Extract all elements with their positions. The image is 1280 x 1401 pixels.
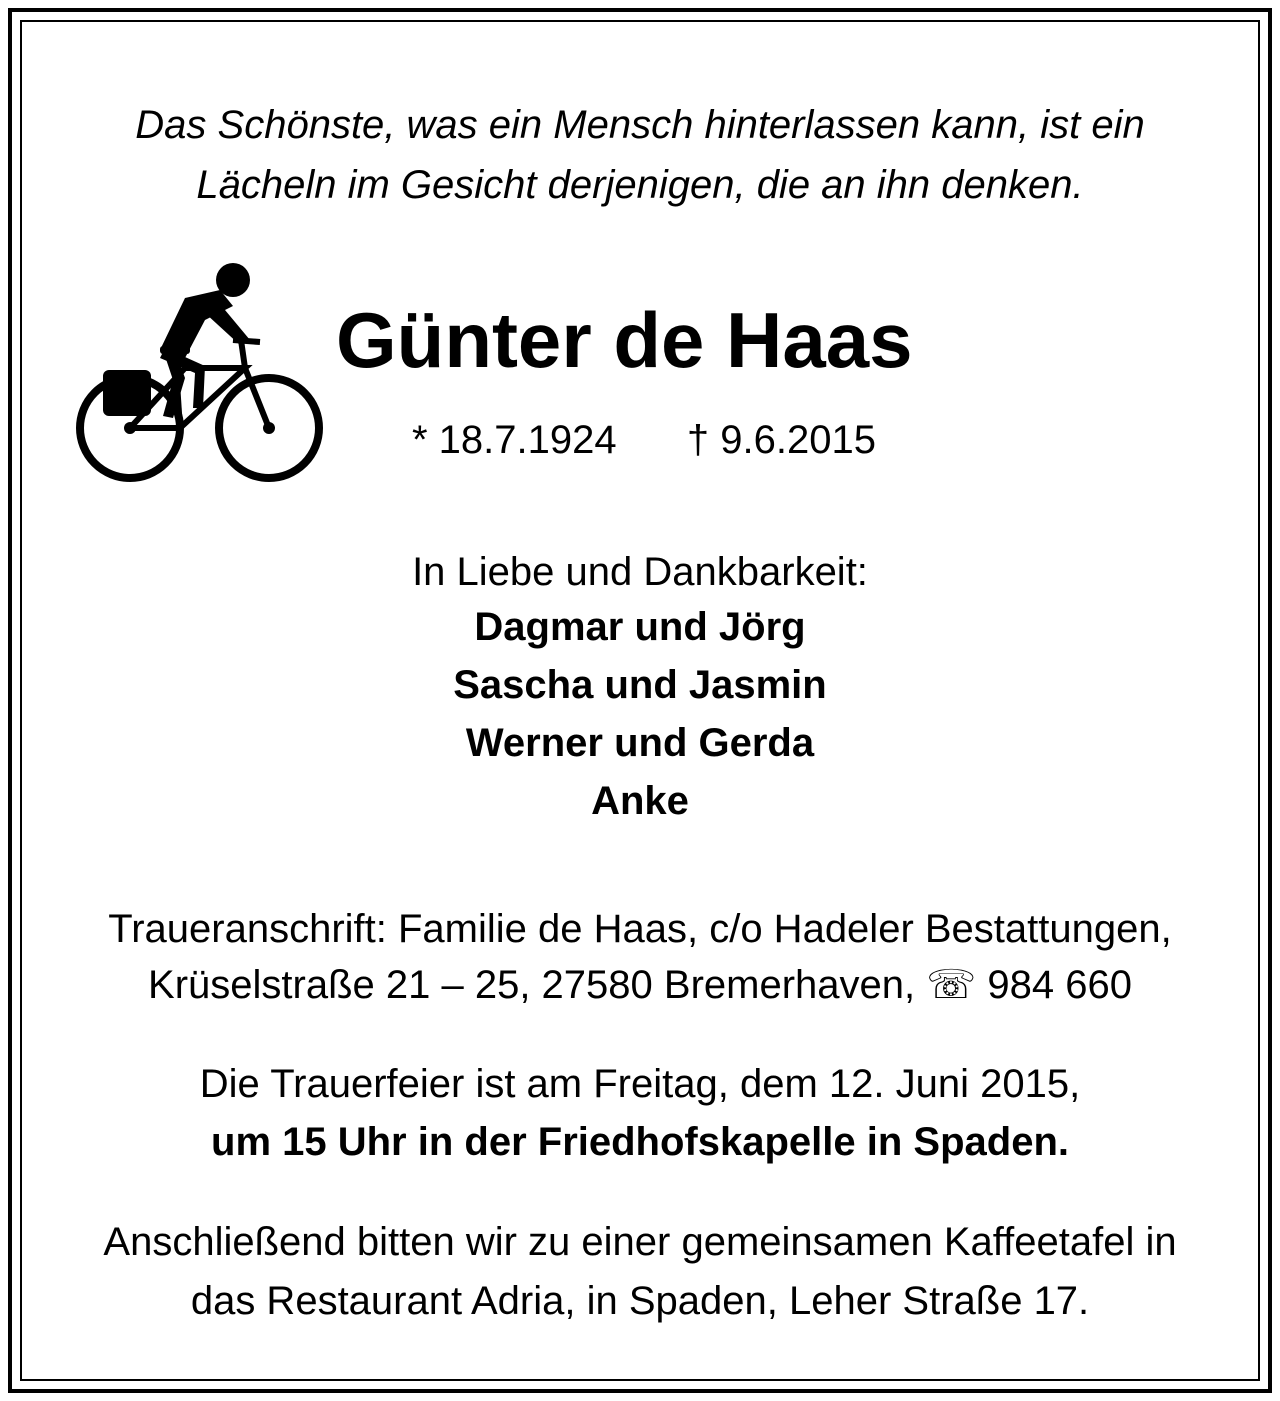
mourner-name: Sascha und Jasmin bbox=[453, 663, 827, 707]
mourner-name: Dagmar und Jörg bbox=[474, 605, 806, 649]
cyclist-icon bbox=[55, 258, 335, 488]
address-line-2: Krüselstraße 21 – 25, 27580 Bremerhaven, ☏ 984 660 bbox=[148, 963, 1132, 1007]
reception-line-1: Anschließend bitten wir zu einer gemeinsamen Kaffeetafel in bbox=[103, 1220, 1177, 1264]
death-date: † 9.6.2015 bbox=[686, 418, 876, 462]
mourners-intro: In Liebe und Dankbarkeit: bbox=[412, 550, 868, 594]
ceremony-line-2: um 15 Uhr in der Friedhofskapelle in Spaden. bbox=[211, 1120, 1069, 1164]
life-dates bbox=[412, 418, 876, 463]
deceased-name: Günter de Haas bbox=[336, 296, 913, 384]
quote-line-2: Lächeln im Gesicht derjenigen, die an ihn denken. bbox=[196, 163, 1084, 207]
mourner-name: Werner und Gerda bbox=[465, 721, 815, 765]
reception-line-2: das Restaurant Adria, in Spaden, Leher Straße 17. bbox=[190, 1279, 1090, 1323]
mourner-name: Anke bbox=[591, 779, 689, 823]
ceremony-line-1: Die Trauerfeier ist am Freitag, dem 12. Juni 2015, bbox=[199, 1062, 1081, 1106]
quote-line-1: Das Schönste, was ein Mensch hinterlassen kann, ist ein bbox=[135, 103, 1145, 147]
birth-date: * 18.7.1924 bbox=[412, 418, 617, 462]
address-line-1: Traueranschrift: Familie de Haas, c/o Hadeler Bestattungen, bbox=[108, 907, 1172, 951]
